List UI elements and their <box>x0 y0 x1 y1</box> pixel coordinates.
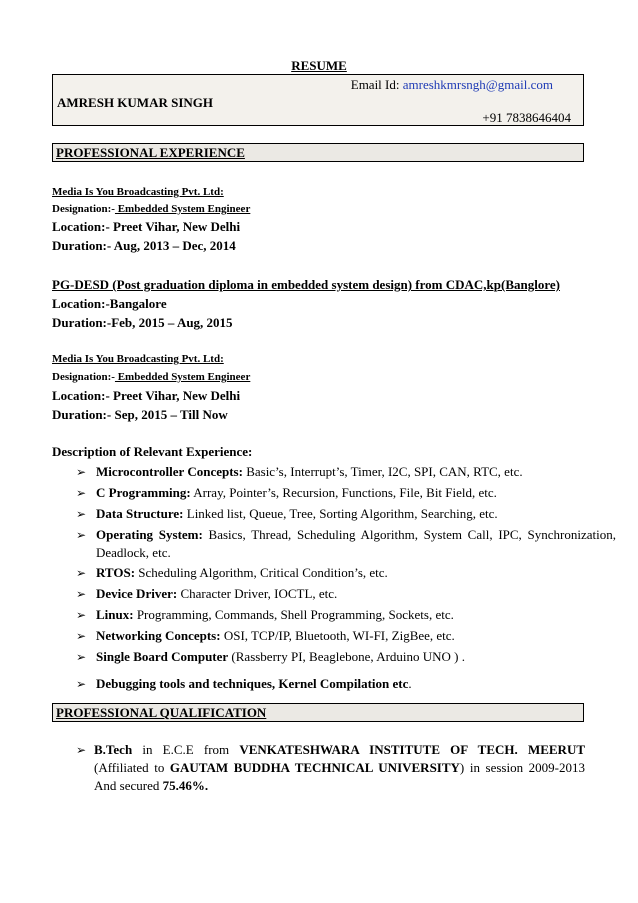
arrow-bullet-icon: ➢ <box>76 629 87 643</box>
arrow-bullet-icon: ➢ <box>76 677 87 691</box>
bullet-text: Array, Pointer’s, Recursion, Functions, File, Bit Field, etc. <box>190 485 497 500</box>
designation-label: Designation:- <box>52 371 115 383</box>
bullet-label: C Programming: <box>96 485 191 500</box>
designation-value: Embedded System Engineer <box>114 371 251 383</box>
arrow-bullet-icon: ➢ <box>76 608 87 622</box>
section-professional-qualification <box>52 703 584 722</box>
phone-number: +91 7838646404 <box>482 110 571 125</box>
university-name: GAUTAM BUDDHA TECHNICAL UNIVERSITY <box>169 760 460 775</box>
job-company: Media Is You Broadcasting Pvt. Ltd: <box>52 353 224 365</box>
resume-title: RESUME <box>291 58 347 73</box>
designation-label: Designation:- <box>52 203 115 215</box>
bullet-text: Scheduling Algorithm, Critical Condition’s, etc. <box>135 565 388 580</box>
job-company: PG-DESD (Post graduation diploma in embedded system design) from CDAC,kp(Banglore) <box>52 277 560 292</box>
section-title: PROFESSIONAL QUALIFICATION <box>56 705 267 720</box>
bullet-text: Character Driver, IOCTL, etc. <box>177 586 338 601</box>
bullet-label: Networking Concepts: <box>96 628 221 643</box>
job-company: Media Is You Broadcasting Pvt. Ltd: <box>52 186 224 198</box>
arrow-bullet-icon: ➢ <box>76 528 87 542</box>
arrow-bullet-icon: ➢ <box>76 465 87 479</box>
email-line <box>351 77 553 93</box>
job-location: Location:-Bangalore <box>52 296 167 311</box>
candidate-name: AMRESH KUMAR SINGH <box>57 95 214 110</box>
arrow-bullet-icon: ➢ <box>76 650 87 664</box>
job-duration: Duration:- Aug, 2013 – Dec, 2014 <box>52 238 236 253</box>
bullet-label: Debugging tools and techniques, Kernel Compilation etc <box>96 676 409 691</box>
bullet-label: Data Structure: <box>96 506 184 521</box>
email-link[interactable]: amreshkmrsngh@gmail.com <box>402 77 553 92</box>
job-designation <box>52 371 250 383</box>
arrow-bullet-icon: ➢ <box>76 566 87 580</box>
job-location: Location:- Preet Vihar, New Delhi <box>52 219 241 234</box>
section-title: PROFESSIONAL EXPERIENCE <box>56 145 245 160</box>
bullet-text: OSI, TCP/IP, Bluetooth, WI-FI, ZigBee, etc. <box>220 628 455 643</box>
email-label: Email Id: <box>350 77 403 92</box>
qualification-connector: in E.C.E from <box>132 742 240 757</box>
bullet-label: Device Driver: <box>96 586 178 601</box>
description-heading: Description of Relevant Experience: <box>52 444 253 459</box>
bullet-text: . <box>408 676 412 691</box>
bullet-label: RTOS: <box>96 565 136 580</box>
bullet-text: Basics, Thread, Scheduling Algorithm, System Call, IPC, Synchronization, Deadlock, etc. <box>96 527 616 560</box>
arrow-bullet-icon: ➢ <box>76 507 87 521</box>
arrow-bullet-icon: ➢ <box>76 743 87 757</box>
bullet-label: Linux: <box>96 607 134 622</box>
qualification-text <box>94 741 585 795</box>
bullet-text: Basic’s, Interrupt’s, Timer, I2C, SPI, CAN, RTC, etc. <box>242 464 523 479</box>
bullet-text: Linked list, Queue, Tree, Sorting Algorithm, Searching, etc. <box>183 506 498 521</box>
arrow-bullet-icon: ➢ <box>76 587 87 601</box>
bullet-label: Operating System: <box>96 527 203 542</box>
bullet-text: Programming, Commands, Shell Programming, Sockets, etc. <box>133 607 454 622</box>
job-location: Location:- Preet Vihar, New Delhi <box>52 388 241 403</box>
bullet-label: Microcontroller Concepts: <box>96 464 243 479</box>
contact-header <box>52 74 584 126</box>
qualification-session: ) in session 2009-2013 And secured <box>94 760 585 793</box>
section-professional-experience <box>52 143 584 162</box>
designation-value: Embedded System Engineer <box>114 203 251 215</box>
job-duration: Duration:- Sep, 2015 – Till Now <box>52 407 228 422</box>
institute-name: VENKATESHWARA INSTITUTE OF TECH. MEERUT <box>239 742 586 757</box>
job-duration: Duration:-Feb, 2015 – Aug, 2015 <box>52 315 233 330</box>
score: 75.46%. <box>162 778 209 793</box>
bullet-label: Single Board Computer <box>96 649 229 664</box>
bullet-text: (Rassberry PI, Beaglebone, Arduino UNO ) . <box>228 649 466 664</box>
job-designation <box>52 203 250 215</box>
qualification-connector: (Affiliated to <box>94 760 170 775</box>
arrow-bullet-icon: ➢ <box>76 486 87 500</box>
degree: B.Tech <box>94 742 133 757</box>
